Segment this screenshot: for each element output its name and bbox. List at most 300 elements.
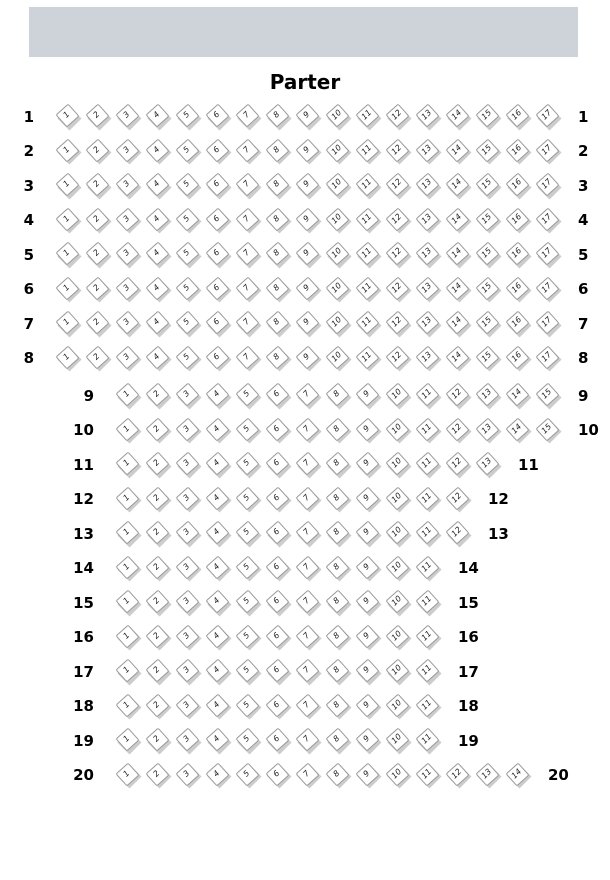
seat-number: 8 (271, 316, 282, 327)
seat-number: 12 (389, 108, 404, 122)
seat-number: 9 (301, 282, 312, 293)
seat-number: 8 (271, 144, 282, 155)
row-label-left: 8 (23, 349, 34, 368)
seat-number: 11 (359, 142, 374, 157)
seat-number: 5 (241, 423, 252, 434)
seat-number: 9 (361, 699, 372, 710)
seat-number: 2 (91, 351, 102, 362)
seat-number: 3 (181, 768, 192, 779)
seat-number: 3 (181, 388, 192, 399)
seat-number: 3 (121, 351, 132, 362)
page-title: Parter (269, 70, 341, 94)
seat-number: 5 (181, 282, 192, 293)
seat-number: 6 (271, 699, 282, 710)
seat-number: 8 (331, 561, 342, 572)
seat-number: 7 (301, 457, 312, 468)
seat-number: 4 (211, 664, 222, 675)
seat-number: 11 (359, 280, 374, 295)
seat-number: 10 (389, 525, 404, 539)
row-label-right: 2 (578, 142, 589, 161)
seat-number: 9 (361, 630, 372, 641)
seat-number: 9 (301, 144, 312, 155)
seat-number: 2 (91, 144, 102, 155)
seat-number: 3 (181, 457, 192, 468)
seat-number: 2 (151, 595, 162, 606)
seat-number: 9 (361, 388, 372, 399)
seat-number: 14 (449, 315, 464, 329)
row-label-left: 9 (83, 386, 94, 405)
seat-number: 2 (151, 457, 162, 468)
seat-row-seats (53, 342, 563, 377)
row-label-left: 14 (73, 559, 94, 578)
seat-number: 3 (121, 247, 132, 258)
seat-number: 5 (241, 699, 252, 710)
seat-number: 10 (389, 490, 404, 505)
seat[interactable] (503, 759, 533, 794)
seat-number: 9 (301, 178, 312, 189)
seat-number: 4 (211, 595, 222, 606)
seat-number: 4 (151, 213, 162, 224)
seat-number: 7 (241, 316, 252, 327)
seat-number: 6 (271, 526, 282, 537)
seat-number: 9 (361, 768, 372, 779)
seat-number: 6 (211, 213, 222, 224)
seat-number: 11 (359, 246, 374, 260)
seat-number: 3 (181, 630, 192, 641)
seat-number: 7 (241, 213, 252, 224)
seat-number: 7 (301, 699, 312, 710)
seat-number: 16 (509, 108, 524, 122)
seat-number: 1 (121, 561, 132, 572)
seat-number: 6 (211, 109, 222, 120)
seat-number: 10 (389, 697, 404, 712)
seat-map (0, 100, 610, 793)
seat-number: 15 (479, 211, 494, 226)
seat-number: 7 (301, 733, 312, 744)
seat-number: 1 (61, 282, 72, 293)
seat-number: 8 (331, 768, 342, 779)
row-label-left: 15 (73, 593, 94, 612)
seat-number: 1 (61, 109, 72, 120)
seat-number: 9 (301, 351, 312, 362)
seat[interactable] (533, 342, 563, 377)
seat-number: 4 (211, 699, 222, 710)
seat-number: 7 (241, 144, 252, 155)
seat-number: 8 (331, 595, 342, 606)
seat-number: 12 (389, 246, 404, 260)
seat-number: 5 (241, 733, 252, 744)
seat-number: 11 (359, 315, 374, 329)
seat-number: 6 (211, 316, 222, 327)
seat-number: 13 (419, 211, 434, 226)
seat-number: 3 (121, 144, 132, 155)
row-label-right: 15 (458, 593, 479, 612)
seat-number: 2 (91, 282, 102, 293)
seat-number: 12 (449, 490, 464, 505)
seat-number: 1 (121, 423, 132, 434)
seat-number: 5 (241, 457, 252, 468)
seat-number: 4 (211, 561, 222, 572)
seat-number: 17 (539, 177, 554, 191)
seat-row (0, 759, 610, 794)
seat-number: 9 (301, 316, 312, 327)
seat-number: 5 (241, 630, 252, 641)
seat-number: 14 (449, 349, 464, 364)
seat-number: 1 (121, 699, 132, 710)
seat-number: 4 (151, 247, 162, 258)
seat-number: 1 (61, 178, 72, 189)
seat-number: 10 (389, 456, 404, 470)
seat-number: 9 (361, 526, 372, 537)
seat-number: 3 (121, 178, 132, 189)
seat-number: 6 (211, 247, 222, 258)
seat-number: 17 (539, 280, 554, 295)
seat-number: 17 (539, 108, 554, 122)
seat-number: 5 (241, 526, 252, 537)
seat-number: 11 (419, 628, 434, 643)
seat-number: 1 (121, 733, 132, 744)
seat-number: 6 (271, 733, 282, 744)
seat-number: 6 (211, 178, 222, 189)
seat-number: 3 (181, 423, 192, 434)
seat-number: 1 (121, 388, 132, 399)
seat-number: 5 (181, 109, 192, 120)
seat-number: 13 (419, 246, 434, 260)
seat-number: 1 (61, 213, 72, 224)
seat-number: 3 (181, 526, 192, 537)
seat-number: 1 (121, 595, 132, 606)
seat-number: 15 (479, 280, 494, 295)
seat-number: 11 (359, 108, 374, 122)
seat-number: 2 (91, 213, 102, 224)
seat-number: 6 (271, 595, 282, 606)
seat-number: 15 (479, 349, 494, 364)
seat-number: 10 (389, 732, 404, 746)
row-label-right: 17 (458, 662, 479, 681)
seat-number: 7 (241, 178, 252, 189)
seat-number: 16 (509, 280, 524, 295)
row-label-left: 17 (73, 662, 94, 681)
seat-number: 5 (241, 388, 252, 399)
seat-number: 13 (479, 766, 494, 781)
row-label-left: 12 (73, 490, 94, 509)
seat-number: 7 (301, 388, 312, 399)
seat-number: 2 (151, 526, 162, 537)
seat-number: 12 (449, 456, 464, 470)
seat-number: 3 (121, 109, 132, 120)
seat-number: 4 (211, 423, 222, 434)
row-label-left: 4 (23, 211, 34, 230)
seat-number: 4 (211, 388, 222, 399)
seat-number: 6 (271, 768, 282, 779)
seat-number: 2 (151, 699, 162, 710)
seat-number: 7 (301, 423, 312, 434)
seat-number: 8 (271, 282, 282, 293)
seat-number: 8 (271, 213, 282, 224)
seat[interactable] (443, 517, 473, 552)
seat-number: 12 (449, 421, 464, 436)
seat-number: 11 (419, 663, 434, 677)
seat-number: 2 (151, 492, 162, 503)
row-label-right: 6 (578, 280, 589, 299)
seat-number: 8 (271, 247, 282, 258)
seat-number: 4 (151, 144, 162, 155)
seat-number: 7 (241, 351, 252, 362)
seat-number: 12 (389, 142, 404, 157)
row-label-left: 6 (23, 280, 34, 299)
seat-number: 12 (449, 766, 464, 781)
seat-number: 1 (121, 492, 132, 503)
seat-number: 2 (151, 733, 162, 744)
seat-number: 9 (361, 595, 372, 606)
row-label-left: 1 (23, 107, 34, 126)
seat-number: 10 (329, 211, 344, 226)
row-label-right: 12 (488, 490, 509, 509)
seat-number: 7 (301, 561, 312, 572)
seat-number: 11 (419, 732, 434, 746)
seat-number: 10 (329, 280, 344, 295)
seat-number: 1 (61, 247, 72, 258)
seat-number: 17 (539, 142, 554, 157)
seat-number: 2 (91, 109, 102, 120)
seat-number: 9 (361, 423, 372, 434)
seat-number: 10 (329, 246, 344, 260)
seat-number: 4 (151, 282, 162, 293)
seat-number: 2 (91, 178, 102, 189)
seat-number: 3 (181, 733, 192, 744)
seat-number: 13 (479, 421, 494, 436)
seat-number: 3 (121, 316, 132, 327)
row-label-right: 7 (578, 314, 589, 333)
row-label-left: 7 (23, 314, 34, 333)
seat-number: 4 (211, 733, 222, 744)
seat-number: 15 (479, 142, 494, 157)
row-label-right: 14 (458, 559, 479, 578)
row-label-left: 20 (73, 766, 94, 785)
seat-number: 7 (301, 595, 312, 606)
row-label-right: 19 (458, 731, 479, 750)
row-label-right: 9 (578, 386, 589, 405)
seat-number: 8 (331, 699, 342, 710)
seat-number: 5 (241, 664, 252, 675)
seat-number: 1 (121, 768, 132, 779)
seat-number: 11 (359, 177, 374, 191)
seat-number: 4 (211, 492, 222, 503)
seat-number: 6 (271, 388, 282, 399)
seat-number: 5 (181, 247, 192, 258)
seat-number: 13 (419, 142, 434, 157)
seat-number: 16 (509, 349, 524, 364)
seat-number: 2 (91, 316, 102, 327)
seat-number: 8 (331, 664, 342, 675)
seat-number: 2 (151, 664, 162, 675)
seat-number: 6 (271, 664, 282, 675)
seat-number: 11 (419, 766, 434, 781)
seat-number: 7 (241, 247, 252, 258)
seat-number: 10 (329, 315, 344, 329)
seat-number: 5 (181, 351, 192, 362)
seat-number: 9 (301, 109, 312, 120)
seat-number: 10 (389, 628, 404, 643)
seat-number: 13 (419, 177, 434, 191)
seat-number: 10 (389, 421, 404, 436)
seat-number: 13 (479, 456, 494, 470)
seat-number: 15 (479, 246, 494, 260)
seat-number: 11 (419, 490, 434, 505)
seat-number: 4 (211, 457, 222, 468)
seat-number: 4 (151, 109, 162, 120)
seat-number: 5 (181, 213, 192, 224)
seat-number: 13 (419, 315, 434, 329)
seat-number: 12 (449, 525, 464, 539)
row-label-left: 16 (73, 628, 94, 647)
seat-number: 16 (509, 177, 524, 191)
seat-number: 15 (479, 108, 494, 122)
seat-number: 10 (329, 142, 344, 157)
seat-number: 1 (61, 316, 72, 327)
seat-number: 12 (389, 211, 404, 226)
seat-number: 2 (151, 561, 162, 572)
seat-number: 15 (539, 387, 554, 401)
row-label-right: 11 (518, 455, 539, 474)
row-label-left: 5 (23, 245, 34, 264)
seat-number: 12 (389, 177, 404, 191)
seat[interactable] (533, 414, 563, 449)
seat-number: 9 (361, 457, 372, 468)
seat-number: 9 (361, 492, 372, 503)
row-label-right: 13 (488, 524, 509, 543)
seat-number: 10 (329, 349, 344, 364)
seat-number: 4 (151, 316, 162, 327)
seat-number: 6 (271, 630, 282, 641)
seat-number: 6 (271, 457, 282, 468)
row-label-left: 2 (23, 142, 34, 161)
seat-number: 14 (509, 766, 524, 781)
seat-number: 15 (539, 421, 554, 436)
seat-number: 6 (211, 282, 222, 293)
seat-row-seats (113, 483, 473, 518)
seat-number: 6 (271, 561, 282, 572)
seat-number: 11 (419, 456, 434, 470)
seat-number: 7 (301, 768, 312, 779)
seat-number: 13 (419, 280, 434, 295)
seat-number: 7 (241, 109, 252, 120)
seat-number: 7 (241, 282, 252, 293)
seat-number: 14 (449, 246, 464, 260)
seat[interactable] (473, 448, 503, 483)
seat-number: 8 (331, 423, 342, 434)
seat-number: 6 (271, 423, 282, 434)
seat-number: 14 (449, 177, 464, 191)
row-label-left: 19 (73, 731, 94, 750)
row-label-right: 10 (578, 421, 599, 440)
seat-number: 11 (419, 559, 434, 574)
seat-number: 10 (389, 559, 404, 574)
seat-number: 14 (509, 387, 524, 401)
row-label-right: 5 (578, 245, 589, 264)
stage-area (29, 7, 578, 57)
seat-number: 2 (151, 423, 162, 434)
seat-number: 11 (419, 594, 434, 608)
seat-number: 8 (331, 457, 342, 468)
seat-number: 16 (509, 315, 524, 329)
seat-number: 11 (419, 387, 434, 401)
seat-number: 5 (241, 768, 252, 779)
seat-number: 13 (419, 108, 434, 122)
row-label-left: 18 (73, 697, 94, 716)
row-label-right: 4 (578, 211, 589, 230)
seat-number: 1 (121, 630, 132, 641)
seat-number: 4 (211, 526, 222, 537)
seat-number: 8 (331, 492, 342, 503)
row-label-left: 10 (73, 421, 94, 440)
seat-number: 1 (121, 457, 132, 468)
seat-number: 12 (449, 387, 464, 401)
seat-number: 8 (331, 733, 342, 744)
seat-number: 4 (211, 768, 222, 779)
seat-number: 3 (181, 595, 192, 606)
seat-number: 2 (151, 768, 162, 779)
seat-number: 3 (121, 282, 132, 293)
row-label-right: 20 (548, 766, 569, 785)
seat-number: 17 (539, 349, 554, 364)
seat-number: 3 (121, 213, 132, 224)
seat-number: 8 (271, 178, 282, 189)
seat-number: 10 (329, 108, 344, 122)
seat-number: 1 (121, 526, 132, 537)
seat-number: 5 (241, 492, 252, 503)
seat-number: 9 (301, 213, 312, 224)
seat-number: 12 (389, 349, 404, 364)
seat-number: 3 (181, 664, 192, 675)
seat-number: 13 (479, 387, 494, 401)
seat-number: 14 (509, 421, 524, 436)
seat-number: 11 (359, 211, 374, 226)
seat-row-seats (113, 517, 473, 552)
row-label-left: 11 (73, 455, 94, 474)
seat-number: 9 (361, 664, 372, 675)
seat-number: 10 (389, 663, 404, 677)
seat-number: 17 (539, 211, 554, 226)
seat-number: 5 (181, 178, 192, 189)
seat-number: 1 (61, 144, 72, 155)
seat-number: 16 (509, 211, 524, 226)
seat-number: 1 (121, 664, 132, 675)
seat-number: 5 (181, 144, 192, 155)
seat-number: 13 (419, 349, 434, 364)
seat-number: 12 (389, 315, 404, 329)
seat-number: 8 (331, 630, 342, 641)
seat-number: 16 (509, 246, 524, 260)
seat-number: 11 (419, 421, 434, 436)
seat-number: 8 (331, 388, 342, 399)
seat-number: 5 (241, 561, 252, 572)
seat-number: 17 (539, 315, 554, 329)
seat-number: 3 (181, 492, 192, 503)
seat-number: 6 (211, 144, 222, 155)
seat-number: 2 (151, 388, 162, 399)
seat-number: 6 (211, 351, 222, 362)
row-label-right: 1 (578, 107, 589, 126)
seat-number: 8 (271, 351, 282, 362)
seat-number: 14 (449, 211, 464, 226)
seat-number: 4 (151, 178, 162, 189)
seat-number: 10 (389, 387, 404, 401)
seat-number: 14 (449, 280, 464, 295)
seat-number: 2 (151, 630, 162, 641)
seat-number: 14 (449, 108, 464, 122)
seat-number: 11 (419, 525, 434, 539)
